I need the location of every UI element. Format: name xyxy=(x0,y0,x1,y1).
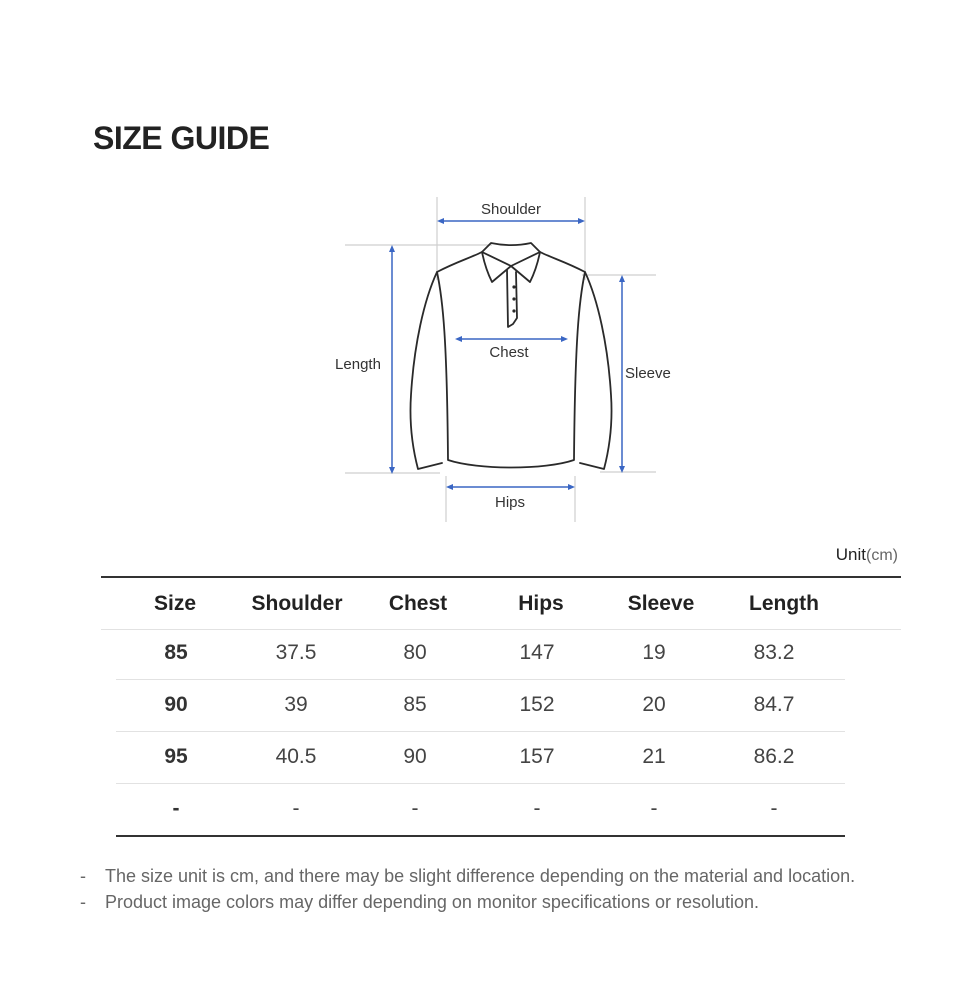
length-label: Length xyxy=(335,356,381,373)
header-hips: Hips xyxy=(518,592,564,615)
header-shoulder: Shoulder xyxy=(251,592,343,615)
shoulder-label: Shoulder xyxy=(480,201,542,218)
hips-cell: - xyxy=(533,797,541,820)
length-cell: 86.2 xyxy=(753,745,795,768)
hips-cell: 157 xyxy=(519,745,555,768)
hips-cell: 147 xyxy=(519,641,555,664)
chest-label: Chest xyxy=(489,344,529,361)
table-row-divider xyxy=(116,679,845,680)
length-cell: 84.7 xyxy=(753,693,795,716)
header-size: Size xyxy=(153,592,197,615)
sleeve-cell: 21 xyxy=(642,745,666,768)
chest-cell: 85 xyxy=(403,693,427,716)
length-cell: 83.2 xyxy=(753,641,795,664)
unit-value: (cm) xyxy=(866,547,898,564)
table-row-divider xyxy=(116,731,845,732)
hips-label: Hips xyxy=(494,494,526,511)
shoulder-cell: 39 xyxy=(284,693,308,716)
table-top-border xyxy=(101,576,901,578)
size-cell: - xyxy=(172,797,180,820)
shoulder-cell: 40.5 xyxy=(275,745,317,768)
length-cell: - xyxy=(770,797,778,820)
chest-cell: - xyxy=(411,797,419,820)
sleeve-cell: 19 xyxy=(642,641,666,664)
note-item: - Product image colors may differ depending on monitor specifications or resolution. xyxy=(80,892,760,912)
size-cell: 95 xyxy=(164,745,188,768)
note-text: The size unit is cm, and there may be slight difference depending on the material and location. xyxy=(105,866,856,886)
shoulder-cell: 37.5 xyxy=(275,641,317,664)
header-chest: Chest xyxy=(388,592,448,615)
header-length: Length xyxy=(749,592,819,615)
notes-list xyxy=(80,863,855,915)
note-item: - The size unit is cm, and there may be slight difference depending on the material and location. xyxy=(80,866,856,886)
hips-cell: 152 xyxy=(519,693,555,716)
table-row-divider xyxy=(116,783,845,784)
shoulder-cell: - xyxy=(292,797,300,820)
chest-cell: 90 xyxy=(403,745,427,768)
size-cell: 85 xyxy=(164,641,188,664)
header-sleeve: Sleeve xyxy=(627,592,695,615)
sleeve-cell: - xyxy=(650,797,658,820)
table-header-divider xyxy=(101,629,901,630)
sleeve-label: Sleeve xyxy=(625,365,671,382)
unit-text: Unit xyxy=(835,545,867,564)
note-text: Product image colors may differ depending on monitor specifications or resolution. xyxy=(105,892,760,912)
unit-label xyxy=(836,545,898,565)
table-bottom-border xyxy=(116,835,845,837)
size-cell: 90 xyxy=(164,693,188,716)
chest-cell: 80 xyxy=(403,641,427,664)
page-title: SIZE GUIDE xyxy=(93,120,270,156)
sleeve-cell: 20 xyxy=(642,693,666,716)
